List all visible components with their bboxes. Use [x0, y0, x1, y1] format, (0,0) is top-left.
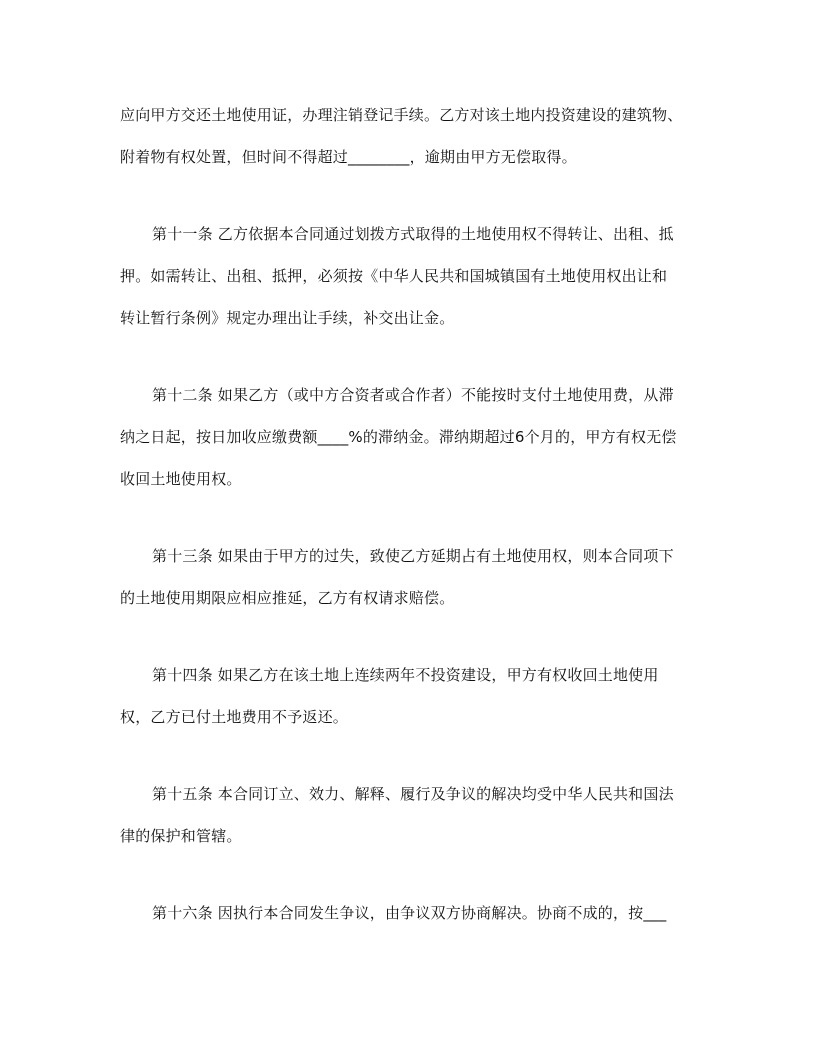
paragraph-line: 第十六条 因执行本合同发生争议，由争议双方协商解决。协商不成的，按___: [152, 904, 667, 922]
paragraph-line: 第十五条 本合同订立、效力、解释、履行及争议的解决均受中华人民共和国法: [152, 785, 674, 803]
paragraph-line: 转让暂行条例》规定办理出让手续，补交出让金。: [120, 309, 455, 327]
paragraph-line: 应向甲方交还土地使用证，办理注销登记手续。乙方对该土地内投资建设的建筑物、: [120, 106, 683, 124]
article-14: [120, 654, 710, 738]
paragraph-line: 收回土地使用权。: [120, 470, 242, 488]
paragraph-line: 押。如需转让、出租、抵押，必须按《中华人民共和国城镇国有土地使用权出让和: [120, 267, 668, 285]
paragraph-line: 第十二条 如果乙方（或中方合资者或合作者）不能按时支付土地使用费，从滞: [152, 386, 674, 404]
paragraph-line: 纳之日起，按日加收应缴费额____%的滞纳金。滞纳期超过6个月的，甲方有权无偿: [120, 428, 677, 446]
document-body: [120, 94, 710, 969]
paragraph-line: 附着物有权处置，但时间不得超过________，逾期由甲方无偿取得。: [120, 148, 577, 166]
article-15: [120, 773, 710, 857]
article-16: [120, 892, 710, 934]
paragraph-line: 律的保护和管辖。: [120, 827, 242, 845]
paragraph-continuation: [120, 94, 710, 178]
paragraph-line: 第十四条 如果乙方在该土地上连续两年不投资建设，甲方有权收回土地使用: [152, 666, 659, 684]
paragraph-line: 权，乙方已付土地费用不予返还。: [120, 708, 349, 726]
article-11: [120, 213, 710, 339]
article-12: [120, 374, 710, 500]
article-13: [120, 535, 710, 619]
paragraph-line: 第十一条 乙方依据本合同通过划拨方式取得的土地使用权不得转让、出租、抵: [152, 225, 674, 243]
paragraph-line: 的土地使用期限应相应推延，乙方有权请求赔偿。: [120, 589, 455, 607]
paragraph-line: 第十三条 如果由于甲方的过失，致使乙方延期占有土地使用权，则本合同项下: [152, 547, 674, 565]
